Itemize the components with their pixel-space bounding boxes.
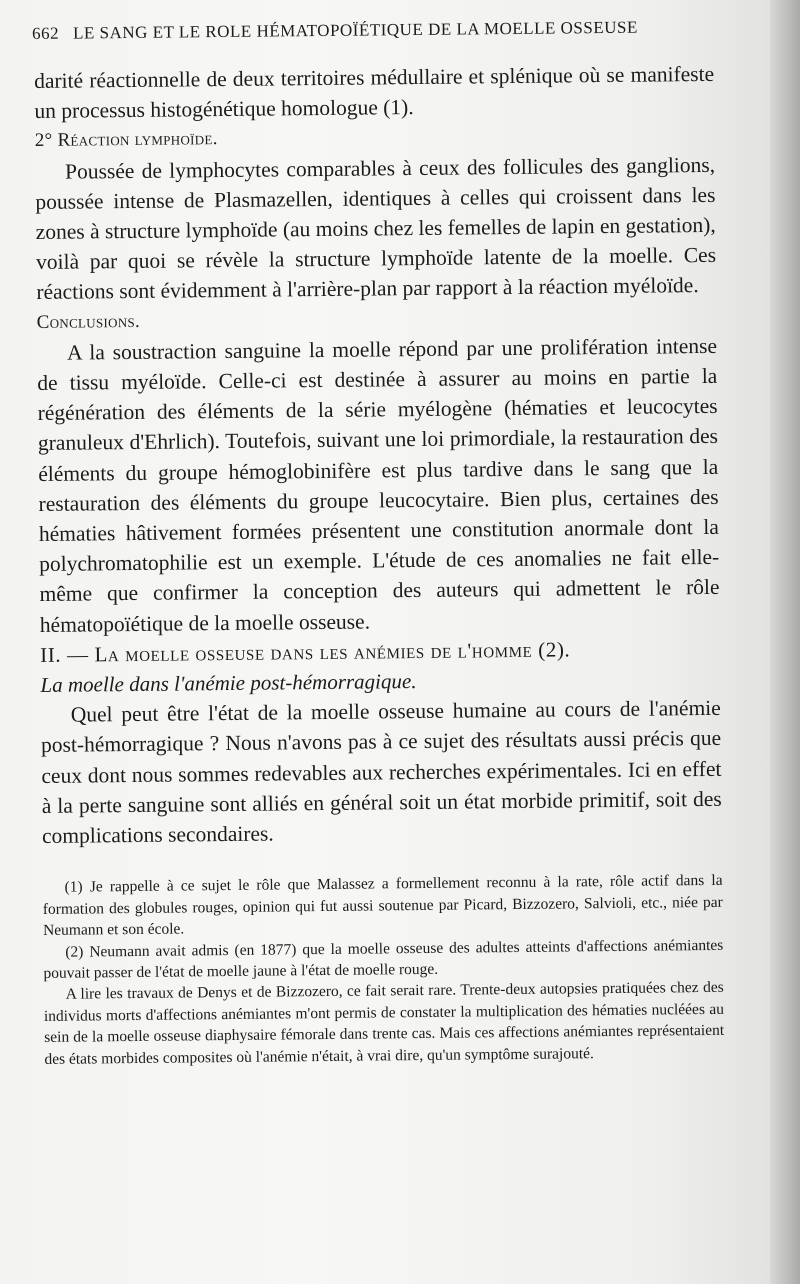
conclusions-heading: Conclusions. — [36, 310, 141, 333]
footnote-2: (2) Neumann avait admis (en 1877) que la moelle osseuse des adultes atteints d'affections anémiantes pouvait passer de l'état de moelle jaune à l'état de moelle rouge. — [43, 936, 724, 982]
conclusions-paragraph: A la soustraction sanguine la moelle répond par une prolifération intense de tissu myéloïde. Celle-ci est destinée à assurer au moins en partie la régénération des éléments de la série myélogène (hématies et leucocytes granuleux d'Ehrlich). Toutefois, suivant une loi primordiale, la restauration des éléments du groupe hémoglobinifère est plus tardive dans le sang que la restauration des éléments du groupe leucocytaire. Bien plus, certaines des hématies hâtivement formées présentent une constitution anormale dont la polychromatophilie est un exemple. L'étude de ces anomalies ne fait elle-même que confirmer la conception des auteurs qui admettent le rôle hématopoïétique de la moelle osseuse. — [37, 333, 720, 637]
footnote-2-continued: A lire les travaux de Denys et de Bizzozero, ce fait serait rare. Trente-deux autopsies pratiquées chez des individus morts d'affections anémiantes m'ont permis de constater la multiplication des hématies nucléées au sein de la moelle osseuse diaphysaire fémorale dans trente cas. Mais ces affections anémiantes représentaient des états morbides composites où l'anémie n'était, à vrai dire, qu'un symptôme surajouté. — [43, 979, 725, 1068]
chapter-paragraph: Quel peut être l'état de la moelle osseuse humaine au cours de l'anémie post-hémorragique ? Nous n'avons pas à ce sujet des résultats aussi précis que ceux dont nous sommes redevables aux recherches expérimentales. Ici en effet à la perte sanguine sont alliés en général soit un état morbide primitif, soit des complications secondaires. — [40, 696, 722, 849]
page-body — [34, 59, 724, 1070]
running-header — [32, 17, 722, 44]
running-title: LE SANG ET LE ROLE HÉMATOPOÏÉTIQUE DE LA MOELLE OSSEUSE — [72, 17, 638, 43]
intro-paragraph: darité réactionnelle de deux territoires médullaire et splénique où se manifeste un processus histogénétique homologue (1). — [34, 61, 715, 124]
chapter-heading: II. — La moelle osseuse dans les anémies de l'homme (2). — [40, 637, 571, 667]
page-number: 662 — [32, 23, 60, 43]
page-edge — [770, 0, 800, 1284]
lymphoid-paragraph: Poussée de lymphocytes comparables à ceux des follicules des ganglions, poussée intense de Plasmazellen, identiques à celles qui croissent dans les zones à structure lymphoïde (au moins chez les femelles de lapin en gestation), voilà par quoi se révèle la structure lymphoïde latente de la moelle. Ces réactions sont évidemment à l'arrière-plan par rapport à la réaction myéloïde. — [35, 152, 717, 305]
chapter-subtitle: La moelle dans l'anémie post-hémorragique. — [40, 669, 417, 698]
footnote-1: (1) Je rappelle à ce sujet le rôle que Malassez a formellement reconnu à la rate, rôle actif dans la formation des globules rouges, opinion qui fut aussi soutenue par Picard, Bizzozero, Salvioli, etc., niée par Neumann et son école. — [42, 872, 723, 940]
section-heading-lymphoid: 2° Réaction lymphoïde. — [34, 128, 218, 152]
footnotes — [42, 870, 724, 1070]
